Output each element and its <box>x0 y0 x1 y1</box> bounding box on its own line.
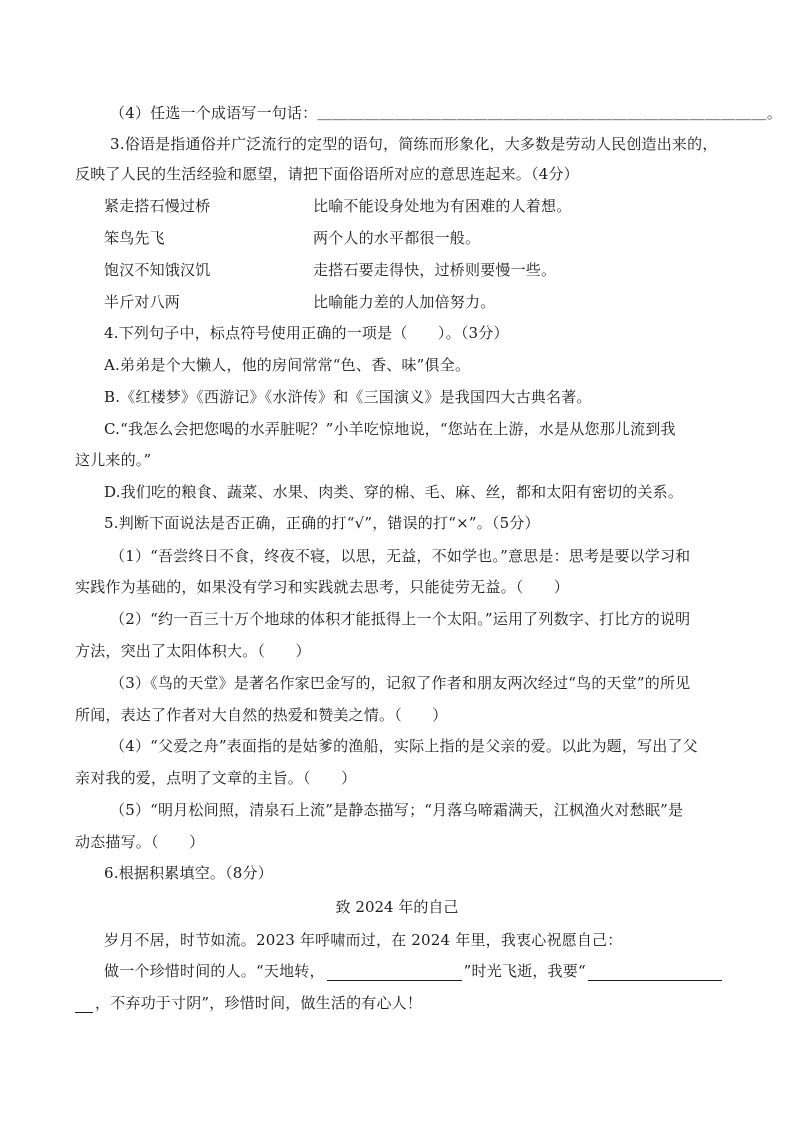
q2-part4-end: 。 <box>766 104 783 122</box>
q3-meaning-3[interactable]: 走搭石要走得快，过桥则要慢一些。 <box>313 261 557 279</box>
q6-p2-text-b: ”时光飞逝，我要“ <box>463 962 586 980</box>
q4-stem: 4.下列句子中，标点符号使用正确的一项是（ ）。（3分） <box>104 324 509 342</box>
q5-stem: 5.判断下面说法是否正确，正确的打“√”，错误的打“×”。（5分） <box>104 514 540 532</box>
q6-p2-text-a: 做一个珍惜时间的人。“天地转， <box>104 962 325 980</box>
q5-item3-line1: （3）《鸟的天堂》是著名作家巴金写的，记叙了作者和朋友两次经过“鸟的天堂”的所见 <box>110 674 691 692</box>
q5-item2-line2[interactable]: 方法，突出了太阳体积大。（ ） <box>75 642 311 660</box>
q2-part4-line <box>110 103 782 123</box>
q5-item4-line1: （4）“父爱之舟”表面指的是姑爹的渔船，实际上指的是父亲的爱。以此为题，写出了父 <box>110 737 698 755</box>
q6-blank-1[interactable] <box>327 964 462 981</box>
q5-item2-line1: （2）“约一百三十万个地球的体积才能抵得上一个太阳。”运用了列数字、打比方的说明 <box>110 610 691 628</box>
q6-paragraph-2 <box>104 961 724 981</box>
q6-blank-2-start[interactable] <box>588 964 722 981</box>
q3-meaning-2[interactable]: 两个人的水平都很一般。 <box>313 229 481 247</box>
q5-item3-line2[interactable]: 所闻，表达了作者对大自然的热爱和赞美之情。（ ） <box>75 706 448 724</box>
q5-item1-line1: （1）“吾尝终日不食，终夜不寝，以思，无益，不如学也。”意思是：思考是要以学习和 <box>110 547 691 565</box>
q3-stem-line2: 反映了人民的生活经验和愿望，请把下面俗语所对应的意思连起来。（4分） <box>75 165 579 183</box>
q6-letter-title: 致 2024 年的自己 <box>335 898 459 916</box>
q3-proverb-2[interactable]: 笨鸟先飞 <box>104 229 165 247</box>
q5-item1-line2[interactable]: 实践作为基础的，如果没有学习和实践就去思考，只能徒劳无益。（ ） <box>75 578 570 596</box>
q5-item5-line2[interactable]: 动态描写。（ ） <box>75 833 205 851</box>
q3-stem-line1: 3.俗语是指通俗并广泛流行的定型的语句，简练而形象化，大多数是劳动人民创造出来的， <box>110 135 718 153</box>
q6-stem: 6.根据积累填空。（8分） <box>104 864 273 882</box>
q3-meaning-1[interactable]: 比喻不能设身处地为有困难的人着想。 <box>313 197 572 215</box>
q5-item5-line1: （5）“明月松间照，清泉石上流”是静态描写；“月落乌啼霜满天，江枫渔火对愁眠”是 <box>110 801 684 819</box>
q4-option-d[interactable]: D.我们吃的粮食、蔬菜、水果、肉类、穿的棉、毛、麻、丝，都和太阳有密切的关系。 <box>104 483 684 501</box>
q2-part4-text: （4）任选一个成语写一句话： <box>110 104 318 122</box>
q4-option-b[interactable]: B.《红楼梦》《西游记》《水浒传》和《三国演义》是我国四大古典名著。 <box>104 388 592 406</box>
q3-proverb-1[interactable]: 紧走搭石慢过桥 <box>104 197 211 215</box>
q6-blank-2-end[interactable] <box>75 996 93 1013</box>
q3-meaning-4[interactable]: 比喻能力差的人加倍努力。 <box>313 293 496 311</box>
q6-paragraph-3 <box>75 993 422 1013</box>
q3-proverb-3[interactable]: 饱汉不知饿汉饥 <box>104 261 211 279</box>
q6-paragraph-1: 岁月不居，时节如流。2023 年呼啸而过，在 2024 年里，我衷心祝愿自己： <box>104 931 623 949</box>
q5-item4-line2[interactable]: 亲对我的爱，点明了文章的主旨。（ ） <box>75 769 357 787</box>
q4-option-c-line2[interactable]: 这儿来的。” <box>75 451 152 469</box>
q2-part4-answer-blank[interactable]: ＿＿＿＿＿＿＿＿＿＿＿＿＿＿＿＿＿＿＿＿＿＿＿＿＿＿＿＿＿ <box>317 104 767 122</box>
q6-p3-text: ，不弃功于寸阴”，珍惜时间，做生活的有心人！ <box>95 994 423 1012</box>
q4-option-c-line1[interactable]: C.“我怎么会把您喝的水弄脏呢？”小羊吃惊地说，“您站在上游，水是从您那儿流到我 <box>104 420 676 438</box>
q4-option-a[interactable]: A.弟弟是个大懒人，他的房间常常“色、香、味”俱全。 <box>104 356 471 374</box>
q3-proverb-4[interactable]: 半斤对八两 <box>104 293 181 311</box>
